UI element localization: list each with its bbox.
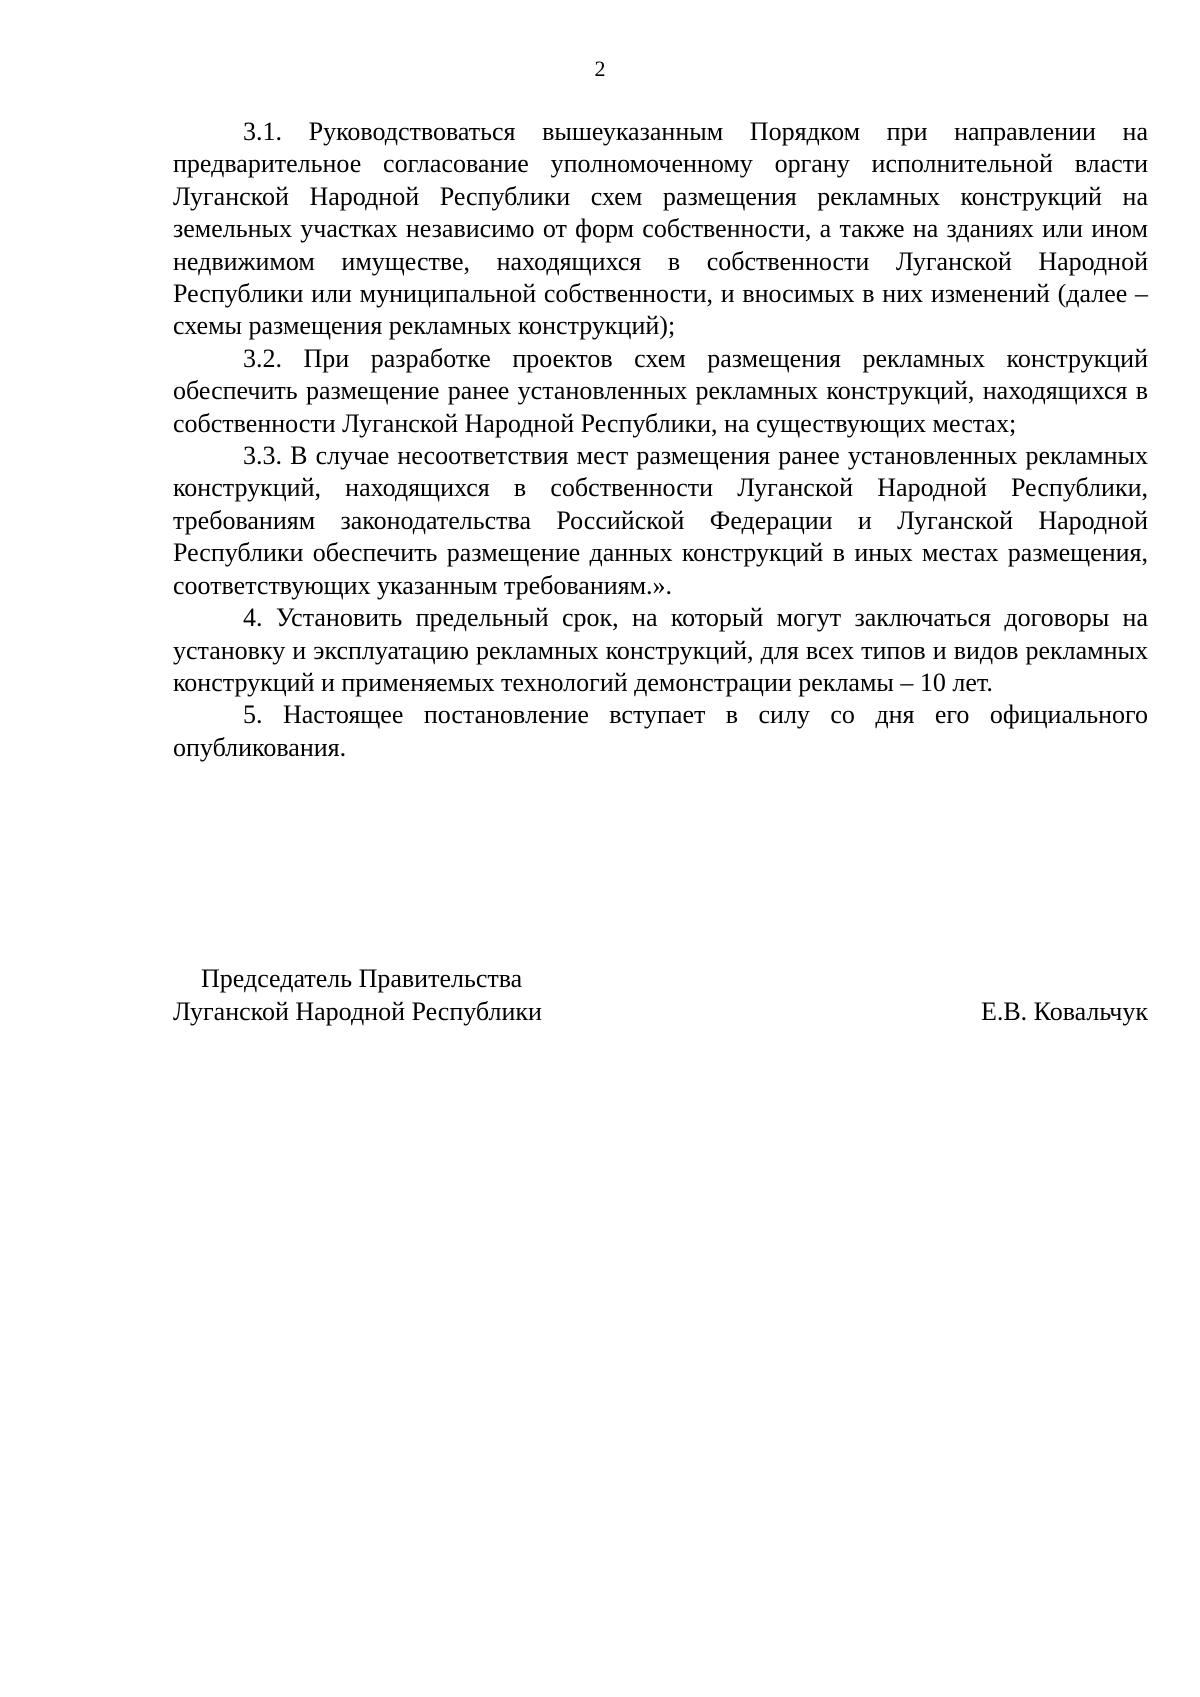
page-number: 2 xyxy=(594,56,606,81)
paragraph-4: 4. Установить предельный срок, на который могут заключаться договоры на установку и эксплуатацию рекламных конструкций, для всех типов и видов рекламных конструкций и применяемых технологий демонстрации рекламы – 10 лет. xyxy=(173,603,1148,697)
paragraph-3-2: 3.2. При разработке проектов схем размещения рекламных конструкций обеспечить размещение ранее установленных рекламных конструкций, находящихся в собственности Луганской Народной Республики, на существующих местах; xyxy=(173,343,1148,438)
paragraph-5: 5. Настоящее постановление вступает в силу со дня его официального опубликования. xyxy=(173,700,1148,762)
signatory-name: Е.В. Ковальчук xyxy=(980,997,1148,1026)
signatory-position-line1: Председатель Правительства xyxy=(201,964,523,993)
document-body xyxy=(173,116,1148,764)
signature-block xyxy=(173,962,1148,1028)
paragraph-3-1: 3.1. Руководствоваться вышеуказанным Порядком при направлении на предварительное согласование уполномоченному органу исполнительной власти Луганской Народной Республики схем размещения рекламных конструкций на земельных участках независимо от форм собственности, а также на зданиях или ином недвижимом имуществе, находящихся в собственности Луганской Народной Республики или муниципальной собственности, и вносимых в них изменений (далее – схемы размещения рекламных конструкций); xyxy=(173,117,1148,341)
paragraph-3-3: 3.3. В случае несоответствия мест размещения ранее установленных рекламных конструкций, находящихся в собственности Луганской Народной Республики, требованиям законодательства Российской Федерации и Луганской Народной Республики обеспечить размещение данных конструкций в иных местах размещения, соответствующих указанным требованиям.». xyxy=(173,441,1148,600)
signatory-position-line2: Луганской Народной Республики xyxy=(173,997,542,1026)
signature-row xyxy=(173,995,1148,1028)
